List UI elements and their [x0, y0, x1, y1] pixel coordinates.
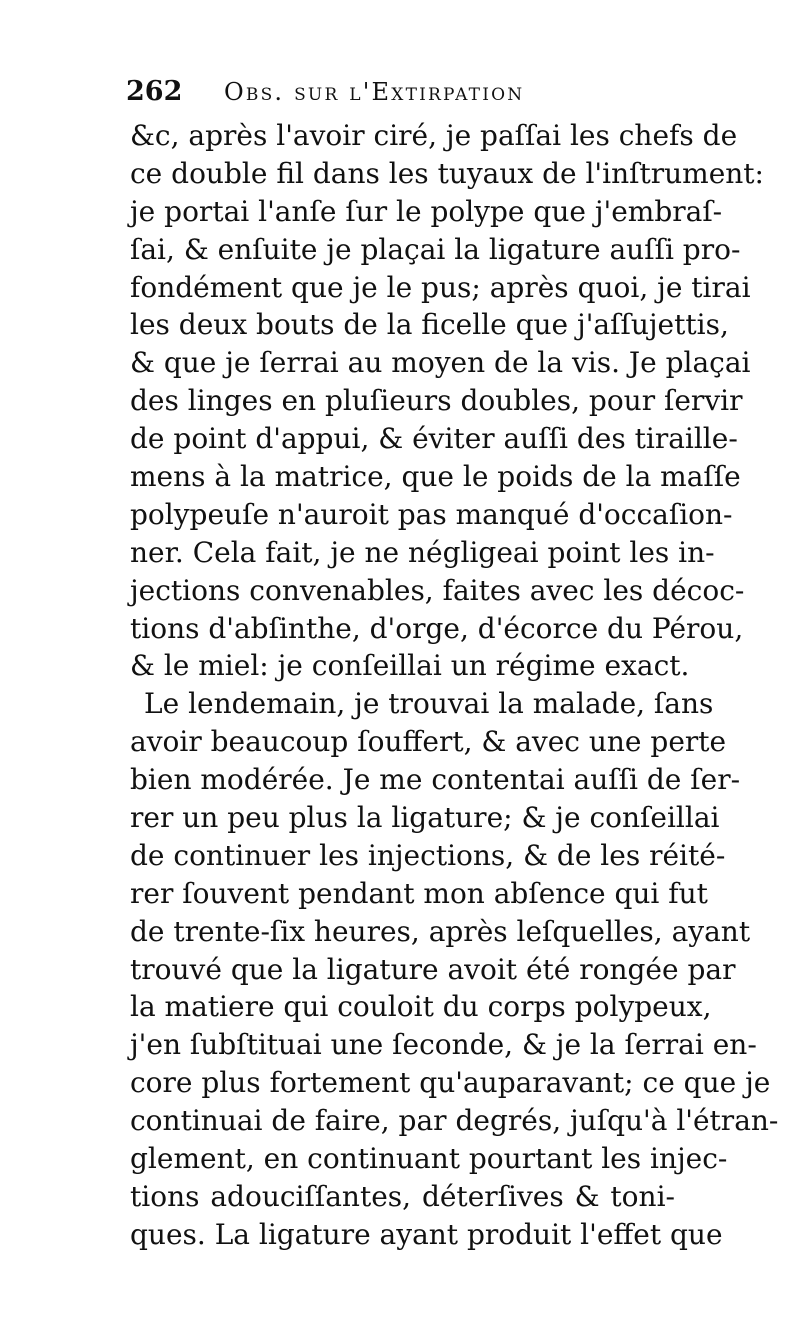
page-header [126, 76, 686, 120]
page-number: 262 [126, 76, 183, 107]
text-line: core plus fortement qu'auparavant; ce que je [130, 1066, 771, 1100]
text-line: ce double fil dans les tuyaux de l'inſtrument: [130, 156, 764, 190]
text-line: de continuer les injections, & de les réité- [130, 838, 726, 872]
text-line: & le miel: je conſeillai un régime exact. [130, 649, 690, 683]
text-line: jections convenables, faites avec les décoc- [130, 573, 745, 607]
text-line: ſai, & enſuite je plaçai la ligature auſſi pro- [130, 232, 741, 266]
text-line: glement, en continuant pourtant les injec- [130, 1142, 728, 1176]
text-line: j'en ſubſtituai une ſeconde, & je la ſerrai en- [130, 1028, 757, 1062]
text-line: de trente-ſix heures, après leſquelles, ayant [130, 914, 751, 948]
text-line: de point d'appui, & éviter auſſi des tiraille- [130, 422, 738, 456]
text-line: ques. La ligature ayant produit l'effet que [130, 1217, 723, 1251]
text-line: je portai l'anſe ſur le polype que j'embraſ- [130, 194, 723, 228]
text-line: rer ſouvent pendant mon abſence qui fut [130, 876, 708, 910]
text-line: des linges en pluſieurs doubles, pour ſervir [130, 384, 743, 418]
text-line: rer un peu plus la ligature; & je conſeillai [130, 801, 720, 835]
text-line: fondément que je le pus; après quoi, je tirai [130, 270, 751, 304]
running-title: Obs. sur l'Extirpation [224, 78, 525, 106]
text-line: mens à la matrice, que le poids de la maſſe [130, 460, 741, 494]
text-line: & que je ſerrai au moyen de la vis. Je plaçai [130, 346, 751, 380]
text-line: la matiere qui couloit du corps polypeux, [130, 990, 712, 1024]
text-line: continuai de faire, par degrés, juſqu'à l'étran- [130, 1104, 779, 1138]
text-line: Le lendemain, je trouvai la malade, ſans [144, 687, 714, 721]
text-line: les deux bouts de la ficelle que j'aſſujettis, [130, 308, 729, 342]
text-line: polypeuſe n'auroit pas manqué d'occaſion- [130, 497, 733, 531]
text-line: tions adouciſſantes, déterſives & toni- [130, 1179, 675, 1213]
text-line: bien modérée. Je me contentai auſſi de ſer- [130, 763, 741, 797]
text-line: trouvé que la ligature avoit été rongée par [130, 952, 736, 986]
body-text [130, 117, 779, 1254]
text-line: ner. Cela fait, je ne négligeai point les in- [130, 535, 715, 569]
text-line: avoir beaucoup ſouffert, & avec une perte [130, 725, 727, 759]
text-line: tions d'abſinthe, d'orge, d'écorce du Pérou, [130, 611, 744, 645]
text-line: &c, après l'avoir ciré, je paſſai les chefs de [130, 119, 738, 152]
